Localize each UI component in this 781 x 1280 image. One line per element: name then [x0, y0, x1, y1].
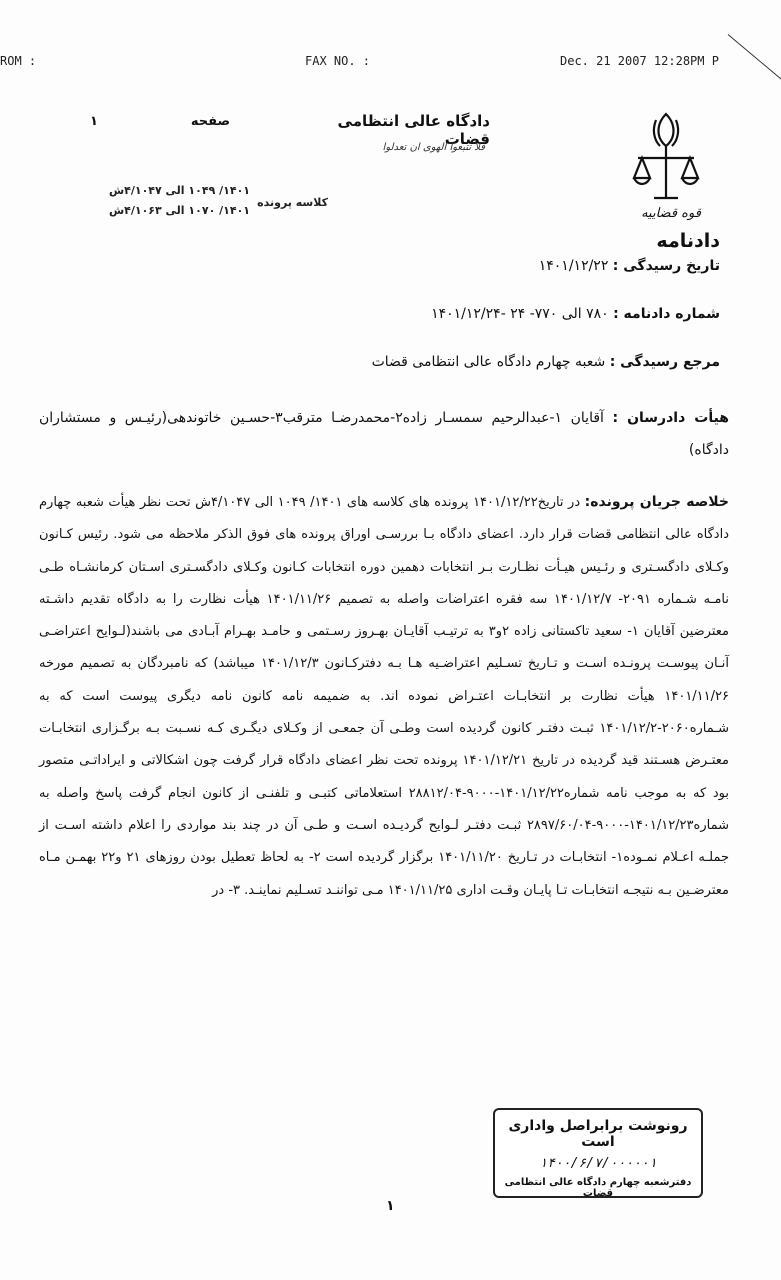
summary-paragraph [39, 486, 729, 907]
scan-artifact [728, 34, 781, 80]
page-label: صفحه [190, 114, 230, 129]
summary-text: در تاریخ۱۴۰۱/۱۲/۲۲ پرونده های کلاسه های ۱۴۰۱/ ۱۰۴۹ الی ۴/۱۰۴۷ش تحت نظر هیأت شعبه چهارم دادگاه عالی انتظامی قضات قرار دارد. اعضای دادگاه بـا بررسـی اوراق پرونده های فوق الذکر ملاحظه می شود. رئیس کـانون وکـلای دادگسـتری و رئـیس هیـأت نظـارت بـر انتخابات دهمین دوره انتخابات کـانون وکـلای دادگسـتری اسـتان کرمانشـاه طـی نامـه شـماره ۲۰۹۱- ۱۴۰۱/۱۲/۷ سه فقره اعتراضات واصله به تصمیم ۱۴۰۱/۱۱/۲۶ هیأت نظارت را به دادگاه تقدیم داشـته معترضین آقایان ۱- سعید تاکستانی زاده ۲و۳ به ترتیـب آقایـان بهـروز رسـتمی و حامـد بهـرام آبـادی می باشند(لـوایح اعتراضـی آنـان پیوسـت پرونـده اسـت و تـاریخ تسـلیم اعتراضـیه هـا بـه دفترکـانون ۱۴۰۱/۱۲/۳ میباشد) که نامبردگان به تصمیم مورخه ۱۴۰۱/۱۱/۲۶ هیأت نظارت بر انتخابـات اعتـراض نموده اند. به ضمیمه نامه کانون نامه دیگری پیوست است که به شـماره۲۰۶۰-۱۴۰۱/۱۲/۲ ثبـت دفتـر کانون گردیده است وطـی آن جمعـی از وکـلای دیگـری کـه نسـبت بـه برگـزاری انتخابـات معتـرض هسـتند قید گردیده در تاریخ ۱۴۰۱/۱۲/۲۱ پرونده تحت نظر اعضای دادگاه قرار گرفت چون اشکالاتی و ایراداتـی متصور بود که به موجب نامه شماره۱۴۰۱/۱۲/۲۲-۹۰۰۰-۲۸۸۱۲/۰۴ استعلاماتی کتبـی و تلفنـی از کانون انجام گرفت پاسخ واصله به شماره۱۴۰۱/۱۲/۲۳-۹۰۰۰-۲۸۹۷/۶۰/۰۴ ثبـت دفتـر لـوایح گردیـده اسـت و طـی آن در چند بند مواردی را اعلام داشته اسـت از جملـه اعـلام نمـوده۱- انتخابـات در تـاریخ ۱۴۰۱/۱۱/۲۰ برگزار گردیده است ۲- به لحاظ تعطیل بودن روزهای ۲۱ و۲۲ بهمـن مـاه معترضـین بـه نتیجـه انتخابـات تـا پایـان وقـت اداری ۱۴۰۱/۱۱/۲۵ مـی تواننـد تسـلیم نماینـد. ۳- در [39, 495, 730, 898]
reference-value: شعبه چهارم دادگاه عالی انتظامی قضات [371, 354, 606, 370]
certification-stamp [493, 1108, 703, 1198]
receipt-date-row [400, 258, 720, 274]
fax-datetime: Dec. 21 2007 12:28PM P [560, 54, 719, 68]
receipt-date-label: تاریخ رسیدگی : [612, 258, 720, 274]
stamp-title: رونوشت برابراصل واداری است [508, 1118, 688, 1150]
emblem-caption: قوه قضاییه [641, 206, 701, 221]
panel-value: آقایان ۱-عبدالرحیم سمسـار زاده۲-محمدرضـا مترقب۳-حسـین خاتوندهی(رئیـس و مستشاران دادگاه) [39, 410, 729, 458]
summary-label: خلاصه جریان پرونده: [584, 494, 729, 510]
fax-from-label: ROM : [0, 54, 37, 68]
class-label: کلاسه پرونده [257, 196, 328, 209]
class-number-1: ۱۴۰۱/ ۱۰۴۹ الی ۴/۱۰۴۷ش [108, 184, 250, 197]
verdict-number-row [300, 306, 720, 322]
page-value: ۱ [90, 114, 98, 129]
fax-number-label: FAX NO. : [305, 54, 371, 68]
reference-label: مرجع رسیدگی : [609, 354, 720, 370]
court-motto: فلا تتبعوا الهوی ان تعدلوا [382, 142, 485, 153]
reference-row [300, 354, 720, 370]
verdict-title: دادنامه [656, 230, 720, 252]
receipt-date-value: ۱۴۰۱/۱۲/۲۲ [538, 258, 609, 274]
class-number-2: ۱۴۰۱/ ۱۰۷۰ الی ۴/۱۰۶۳ش [108, 204, 250, 217]
stamp-number: ۱۴۰۰/۶/۷/۰۰۰۰۰۱ [539, 1156, 657, 1171]
panel-label: هیأت دادرسان : [612, 410, 730, 426]
footer-page-number: ۱ [386, 1198, 395, 1214]
stamp-office: دفترشعبه چهارم دادگاه عالی انتظامی قضات [504, 1177, 692, 1199]
court-name: دادگاه عالی انتظامی قضات [337, 112, 490, 148]
verdict-number-label: شماره دادنامه : [613, 306, 720, 322]
panel-row [39, 402, 729, 466]
verdict-number-value: ۷۸۰ الی ۷۷۰- ۲۴ -۱۴۰۱/۱۲/۲۴ [431, 306, 609, 322]
